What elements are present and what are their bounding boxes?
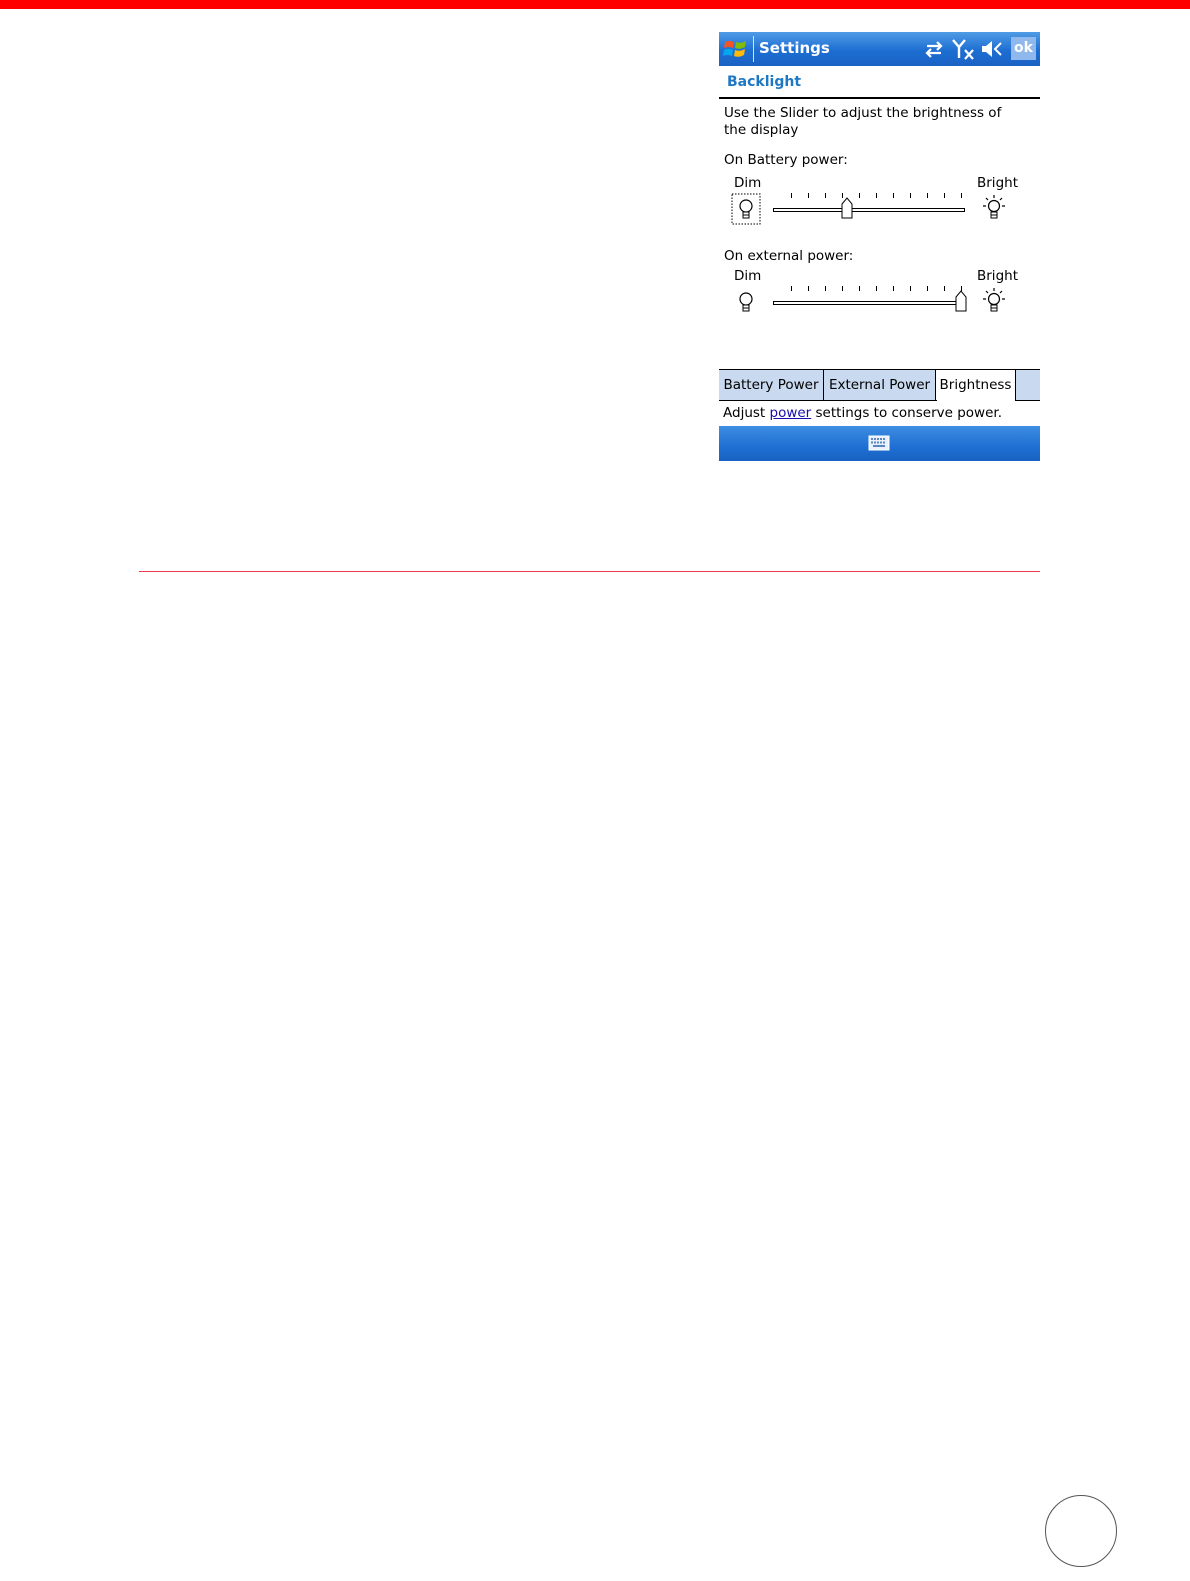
start-menu-icon[interactable] <box>723 37 749 61</box>
slider-tick <box>961 193 962 198</box>
slider-tick <box>944 286 945 291</box>
tab-brightness[interactable]: Brightness <box>936 370 1016 401</box>
external-brightness-slider[interactable] <box>771 278 969 314</box>
slider-tick <box>842 286 843 291</box>
slider-tick <box>808 193 809 198</box>
battery-bright-label: Bright <box>977 175 1018 191</box>
slider-tick <box>808 286 809 291</box>
top-red-bar <box>0 0 1190 9</box>
slider-tick <box>910 286 911 291</box>
slider-tick <box>859 193 860 198</box>
slider-tick <box>910 193 911 198</box>
slider-tick <box>825 286 826 291</box>
battery-brightness-slider[interactable] <box>771 185 969 221</box>
slider-tick <box>893 286 894 291</box>
window-title: Settings <box>759 39 830 57</box>
slider-tick <box>876 286 877 291</box>
instruction-text: Use the Slider to adjust the brightness of the display <box>724 105 1002 138</box>
footer-suffix: settings to conserve power. <box>811 405 1002 421</box>
slider-track[interactable] <box>773 208 965 212</box>
connectivity-icon[interactable] <box>923 38 945 60</box>
slider-tick <box>927 193 928 198</box>
dim-bulb-icon <box>731 193 761 225</box>
footer-prefix: Adjust <box>723 405 770 421</box>
slider-track[interactable] <box>773 301 965 305</box>
dim-bulb-icon <box>731 286 761 318</box>
slider-tick <box>893 193 894 198</box>
section-title: Backlight <box>727 74 802 90</box>
slider-thumb[interactable] <box>955 290 967 312</box>
battery-power-label: On Battery power: <box>724 152 848 168</box>
slider-tick <box>944 193 945 198</box>
active-tab-gap <box>937 400 1015 401</box>
menu-bar <box>719 426 1040 461</box>
page-divider <box>139 571 1040 572</box>
slider-tick <box>859 286 860 291</box>
external-dim-label: Dim <box>734 268 762 284</box>
title-separator <box>753 36 754 62</box>
slider-tick <box>791 286 792 291</box>
slider-tick <box>927 286 928 291</box>
slider-tick <box>825 193 826 198</box>
slider-tick <box>791 193 792 198</box>
speaker-muted-icon[interactable] <box>980 38 1004 60</box>
battery-dim-label: Dim <box>734 175 762 191</box>
section-divider <box>719 97 1040 99</box>
no-signal-icon[interactable] <box>951 38 975 60</box>
slider-thumb[interactable] <box>841 197 853 219</box>
tab-external-power[interactable]: External Power <box>824 370 936 400</box>
bright-bulb-icon <box>979 193 1009 225</box>
ok-button[interactable]: ok <box>1011 37 1036 60</box>
tab-battery-power[interactable]: Battery Power <box>719 370 824 400</box>
keyboard-icon[interactable] <box>868 435 890 451</box>
footer-hint <box>723 405 1002 421</box>
title-bar <box>719 32 1040 66</box>
pocketpc-screen <box>719 32 1040 461</box>
bright-bulb-icon <box>979 286 1009 318</box>
external-bright-label: Bright <box>977 268 1018 284</box>
external-power-label: On external power: <box>724 248 854 264</box>
page-number-circle <box>1045 1495 1117 1567</box>
slider-tick <box>876 193 877 198</box>
power-link[interactable]: power <box>769 405 812 421</box>
